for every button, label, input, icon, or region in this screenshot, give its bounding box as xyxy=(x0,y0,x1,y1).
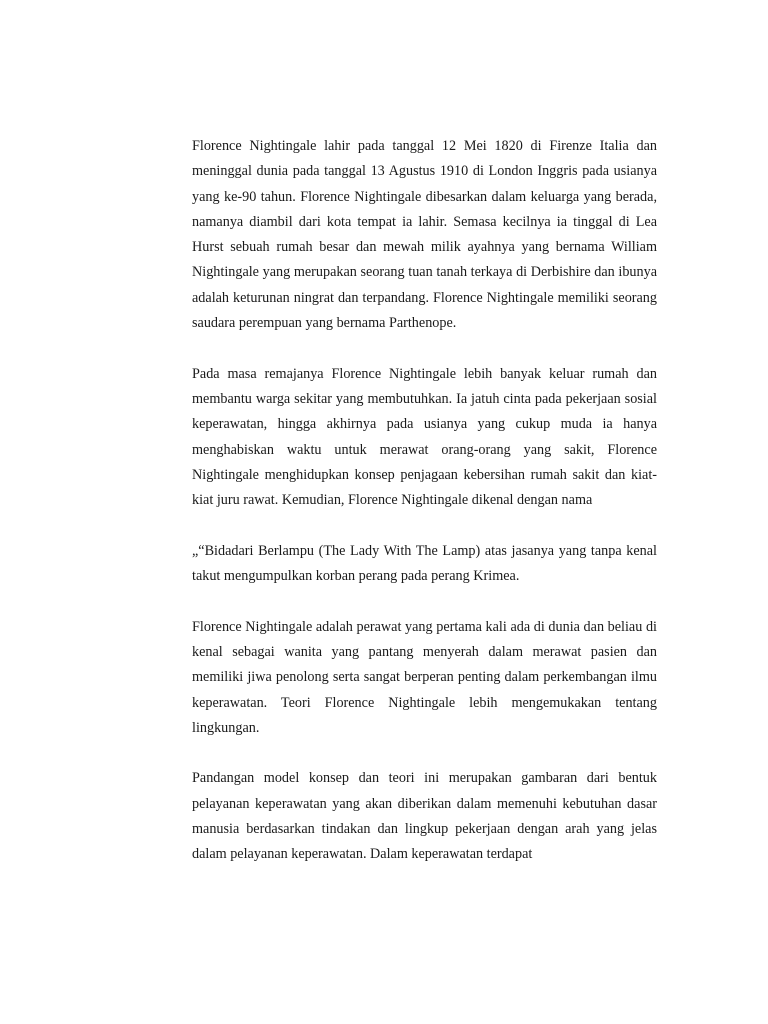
paragraph-first-nurse: Florence Nightingale adalah perawat yang pertama kali ada di dunia dan beliau di kenal sebagai wanita yang pantang menyerah dalam merawat pasien dan memiliki jiwa penolong serta sangat berperan penting dalam perkembangan ilmu keperawatan. Teori Florence Nightingale lebih mengemukakan tentang lingkungan. xyxy=(192,618,657,736)
paragraph-youth: Pada masa remajanya Florence Nightingale lebih banyak keluar rumah dan membantu warga sekitar yang membutuhkan. Ia jatuh cinta pada pekerjaan sosial keperawatan, hingga akhirnya pada usianya yang cukup muda ia hanya menghabiskan waktu untuk merawat orang-orang yang sakit, Florence Nightingale menghidupkan konsep penjagaan kebersihan rumah sakit dan kiat-kiat juru rawat. Kemudian, Florence Nightingale dikenal dengan nama xyxy=(192,365,657,509)
paragraph-biography: Florence Nightingale lahir pada tanggal 12 Mei 1820 di Firenze Italia dan meninggal dunia pada tanggal 13 Agustus 1910 di London Inggris pada usianya yang ke-90 tahun. Florence Nightingale dibesarkan dalam keluarga yang berada, namanya diambil dari kota tempat ia lahir. Semasa kecilnya ia tinggal di Lea Hurst sebuah rumah besar dan mewah milik ayahnya yang bernama William Nightingale yang merupakan seorang tuan tanah terkaya di Derbishire dan ibunya adalah keturunan ningrat dan terpandang. Florence Nightingale memiliki seorang saudara perempuan yang bernama Parthenope. xyxy=(192,138,657,332)
document-body xyxy=(192,134,657,868)
paragraph-model-concept: Pandangan model konsep dan teori ini merupakan gambaran dari bentuk pelayanan keperawatan yang akan diberikan dalam memenuhi kebutuhan dasar manusia berdasarkan tindakan dan lingkup pekerjaan dengan arah yang jelas dalam pelayanan keperawatan. Dalam keperawatan terdapat xyxy=(192,770,657,863)
paragraph-nickname: „“Bidadari Berlampu (The Lady With The Lamp) atas jasanya yang tanpa kenal takut mengumpulkan korban perang pada perang Krimea. xyxy=(192,542,657,585)
